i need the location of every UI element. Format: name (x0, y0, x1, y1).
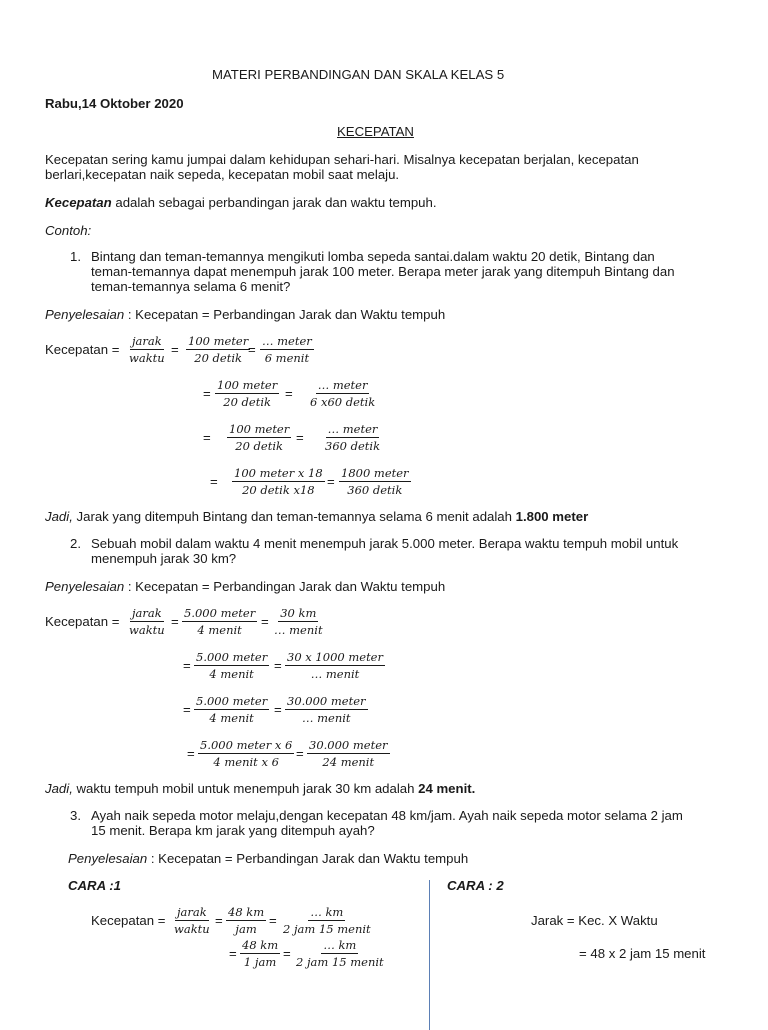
fraction: 30 km … menit (274, 606, 323, 637)
fraction: jarak waktu (129, 334, 165, 365)
cara-2-label: CARA : 2 (447, 878, 504, 893)
fraction: 5.000 meter 4 menit (196, 650, 268, 681)
conclusion-text: waktu tempuh mobil untuk menempuh jarak 30 km adalah (72, 781, 419, 796)
fraction: … meter 360 detik (325, 422, 381, 453)
fraction: 100 meter 20 detik (217, 378, 278, 409)
problem-1-line-3: teman-temannya selama 6 menit? (91, 279, 291, 294)
equals-sign: = (274, 658, 282, 673)
equals-sign: = (215, 913, 223, 928)
problem-3-line-1: Ayah naik sepeda motor melaju,dengan kecepatan 48 km/jam. Ayah naik sepeda motor selama 2 jam (91, 808, 683, 823)
fraction: jarak waktu (129, 606, 165, 637)
fraction: 48 km 1 jam (242, 938, 279, 969)
problem-2-number: 2. (70, 536, 81, 551)
equals-sign: = (183, 702, 191, 717)
answer: 1.800 meter (515, 509, 589, 524)
kecepatan-label: Kecepatan = (45, 342, 120, 357)
kecepatan-label: Kecepatan = (91, 913, 166, 928)
problem-2-solution-label (45, 579, 445, 595)
cara-1-label: CARA :1 (68, 878, 121, 893)
fraction: 30 x 1000 meter … menit (287, 650, 383, 681)
equals-sign: = (327, 474, 335, 489)
problem-1-line-2: teman-temannya dapat menempuh jarak 100 meter. Berapa meter jarak yang ditempuh Bintang dan (91, 264, 675, 279)
equals-sign: = (210, 474, 218, 489)
jadi-label: Jadi, (45, 781, 73, 796)
fraction: 5.000 meter x 6 4 menit x 6 (200, 738, 293, 769)
definition (45, 195, 437, 211)
equals-sign: = (285, 386, 293, 401)
equals-sign: = (183, 658, 191, 673)
answer: 24 menit. (418, 781, 476, 796)
definition-text: adalah sebagai perbandingan jarak dan waktu tempuh. (111, 195, 437, 210)
fraction: 30.000 meter … menit (287, 694, 366, 725)
equals-sign: = (248, 342, 256, 357)
fraction: 100 meter x 18 20 detik x18 (234, 466, 323, 497)
fraction: 100 meter 20 detik (188, 334, 249, 365)
equals-sign: = (187, 746, 195, 761)
fraction: 30.000 meter 24 menit (309, 738, 388, 769)
fraction: 5.000 meter 4 menit (196, 694, 268, 725)
penyelesaian-text: : Kecepatan = Perbandingan Jarak dan Waktu tempuh (124, 307, 446, 322)
equals-sign: = (229, 946, 237, 961)
equals-sign: = (261, 614, 269, 629)
equals-sign: = (269, 913, 277, 928)
intro-line-1: Kecepatan sering kamu jumpai dalam kehidupan sehari-hari. Misalnya kecepatan berjalan, kecepatan (45, 152, 639, 167)
problem-2-conclusion (45, 781, 475, 797)
equals-sign: = (171, 342, 179, 357)
fraction: … meter 6 x60 detik (310, 378, 376, 409)
document-title: MATERI PERBANDINGAN DAN SKALA KELAS 5 (212, 67, 505, 82)
equals-sign: = (203, 386, 211, 401)
penyelesaian-label: Penyelesaian (45, 579, 125, 594)
fraction: … km 2 jam 15 menit (283, 905, 371, 936)
conclusion-text: Jarak yang ditempuh Bintang dan teman-temannya selama 6 menit adalah (72, 509, 516, 524)
cara-2-line-1: Jarak = Kec. X Waktu (531, 913, 658, 928)
equals-sign: = (283, 946, 291, 961)
fraction: jarak waktu (174, 905, 210, 936)
equals-sign: = (274, 702, 282, 717)
column-divider (429, 880, 430, 1030)
jadi-label: Jadi, (45, 509, 73, 524)
definition-term: Kecepatan (45, 195, 112, 210)
equals-sign: = (171, 614, 179, 629)
fraction: 5.000 meter 4 menit (184, 606, 256, 637)
document-date: Rabu,14 Oktober 2020 (45, 96, 184, 111)
problem-2-line-1: Sebuah mobil dalam waktu 4 menit menempuh jarak 5.000 meter. Berapa waktu tempuh mobil untuk (91, 536, 679, 551)
intro-line-2: berlari,kecepatan naik sepeda, kecepatan mobil saat melaju. (45, 167, 400, 182)
fraction: 48 km jam (228, 905, 265, 936)
kecepatan-label: Kecepatan = (45, 614, 120, 629)
contoh-label: Contoh: (45, 223, 92, 238)
penyelesaian-label: Penyelesaian (68, 851, 148, 866)
problem-1-solution-label (45, 307, 445, 323)
penyelesaian-label: Penyelesaian (45, 307, 125, 322)
penyelesaian-text: : Kecepatan = Perbandingan Jarak dan Waktu tempuh (147, 851, 469, 866)
equals-sign: = (296, 430, 304, 445)
problem-1-number: 1. (70, 249, 81, 264)
fraction: … meter 6 menit (262, 334, 312, 365)
problem-2-line-2: menempuh jarak 30 km? (91, 551, 237, 566)
problem-1-conclusion (45, 509, 588, 525)
section-heading: KECEPATAN (337, 124, 414, 139)
problem-3-number: 3. (70, 808, 81, 823)
problem-3-line-2: 15 menit. Berapa km jarak yang ditempuh ayah? (91, 823, 375, 838)
equals-sign: = (203, 430, 211, 445)
fraction: 100 meter 20 detik (229, 422, 290, 453)
problem-3-solution-label (68, 851, 468, 867)
fraction: 1800 meter 360 detik (341, 466, 409, 497)
equals-sign: = (296, 746, 304, 761)
cara-2-line-2: = 48 x 2 jam 15 menit (579, 946, 706, 961)
problem-1-line-1: Bintang dan teman-temannya mengikuti lomba sepeda santai.dalam waktu 20 detik, Bintang dan (91, 249, 655, 264)
penyelesaian-text: : Kecepatan = Perbandingan Jarak dan Waktu tempuh (124, 579, 446, 594)
fraction: … km 2 jam 15 menit (296, 938, 384, 969)
